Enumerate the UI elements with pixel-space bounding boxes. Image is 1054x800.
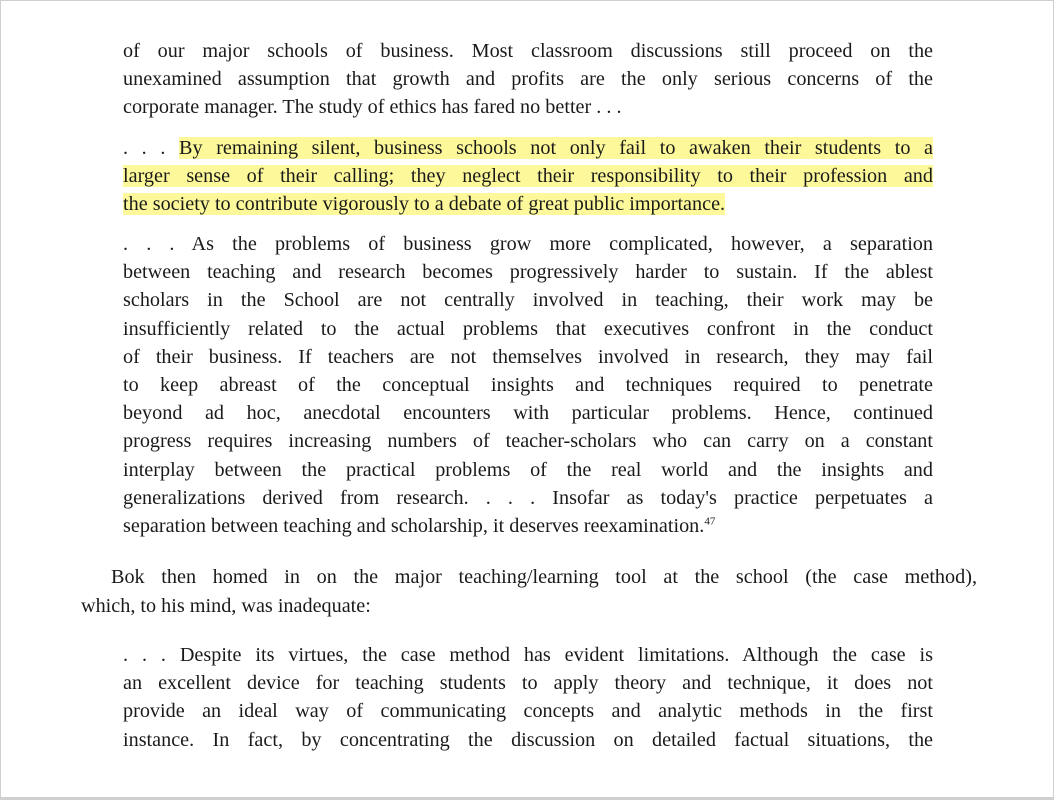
text-line: instance. In fact, by concentrating the discussion on detailed factual situations, the: [123, 728, 933, 751]
text-line: insufficiently related to the actual problems that executives confront in the conduct: [123, 317, 933, 340]
text-line: [123, 512, 933, 540]
text-line: generalizations derived from research. . . . Insofar as today's practice perpetuates a: [123, 486, 933, 509]
highlighted-text[interactable]: the society to contribute vigorously to a debate of great public importance.: [123, 193, 726, 216]
text-line: [123, 134, 933, 162]
text-line: unexamined assumption that growth and profits are the only serious concerns of the: [123, 68, 933, 91]
text-line: interplay between the practical problems of the real world and the insights and: [123, 458, 933, 481]
text-line: scholars in the School are not centrally involved in teaching, their work may be: [123, 289, 933, 312]
text-line: of their business. If teachers are not themselves involved in research, they may fail: [123, 345, 933, 368]
text-line: which, to his mind, was inadequate:: [81, 595, 371, 617]
text-line: . . . As the problems of business grow more complicated, however, a separation: [123, 233, 933, 255]
text-line: an excellent device for teaching students to apply theory and technique, it does not: [123, 672, 933, 695]
text-line: to keep abreast of the conceptual insights and techniques required to penetrate: [123, 374, 933, 397]
highlighted-text[interactable]: By remaining silent, business schools not only fail to awaken their students to a: [179, 137, 934, 159]
block-quote-highlighted: [123, 134, 933, 219]
text-line: progress requires increasing numbers of teacher-scholars who can carry on a constant: [123, 430, 933, 453]
text-line: . . . Despite its virtues, the case method has evident limitations. Although the case is: [123, 644, 933, 666]
highlighted-text[interactable]: larger sense of their calling; they neglect their responsibility to their profession and: [123, 165, 933, 188]
text-line: [123, 190, 933, 218]
text-line: provide an ideal way of communicating concepts and analytic methods in the first: [123, 700, 933, 723]
block-quote-case-method: [123, 641, 933, 754]
text-line: [123, 162, 933, 190]
body-paragraph: [81, 563, 977, 621]
text-line: Bok then homed in on the major teaching/learning tool at the school (the case method),: [111, 566, 977, 588]
block-quote-teaching-research: [123, 230, 933, 540]
text-line: beyond ad hoc, anecdotal encounters with particular problems. Hence, continued: [123, 402, 933, 425]
text-line: corporate manager. The study of ethics has fared no better . . .: [123, 96, 622, 119]
ellipsis-lead: . . .: [123, 137, 180, 159]
text-line: of our major schools of business. Most classroom discussions still proceed on the: [123, 40, 933, 62]
footnote-marker[interactable]: 47: [704, 515, 716, 528]
block-quote-ethics: [123, 37, 933, 122]
text-fragment: separation between teaching and scholarship, it deserves reexamination.: [123, 515, 705, 538]
text-line: between teaching and research becomes progressively harder to sustain. If the ablest: [123, 261, 933, 284]
